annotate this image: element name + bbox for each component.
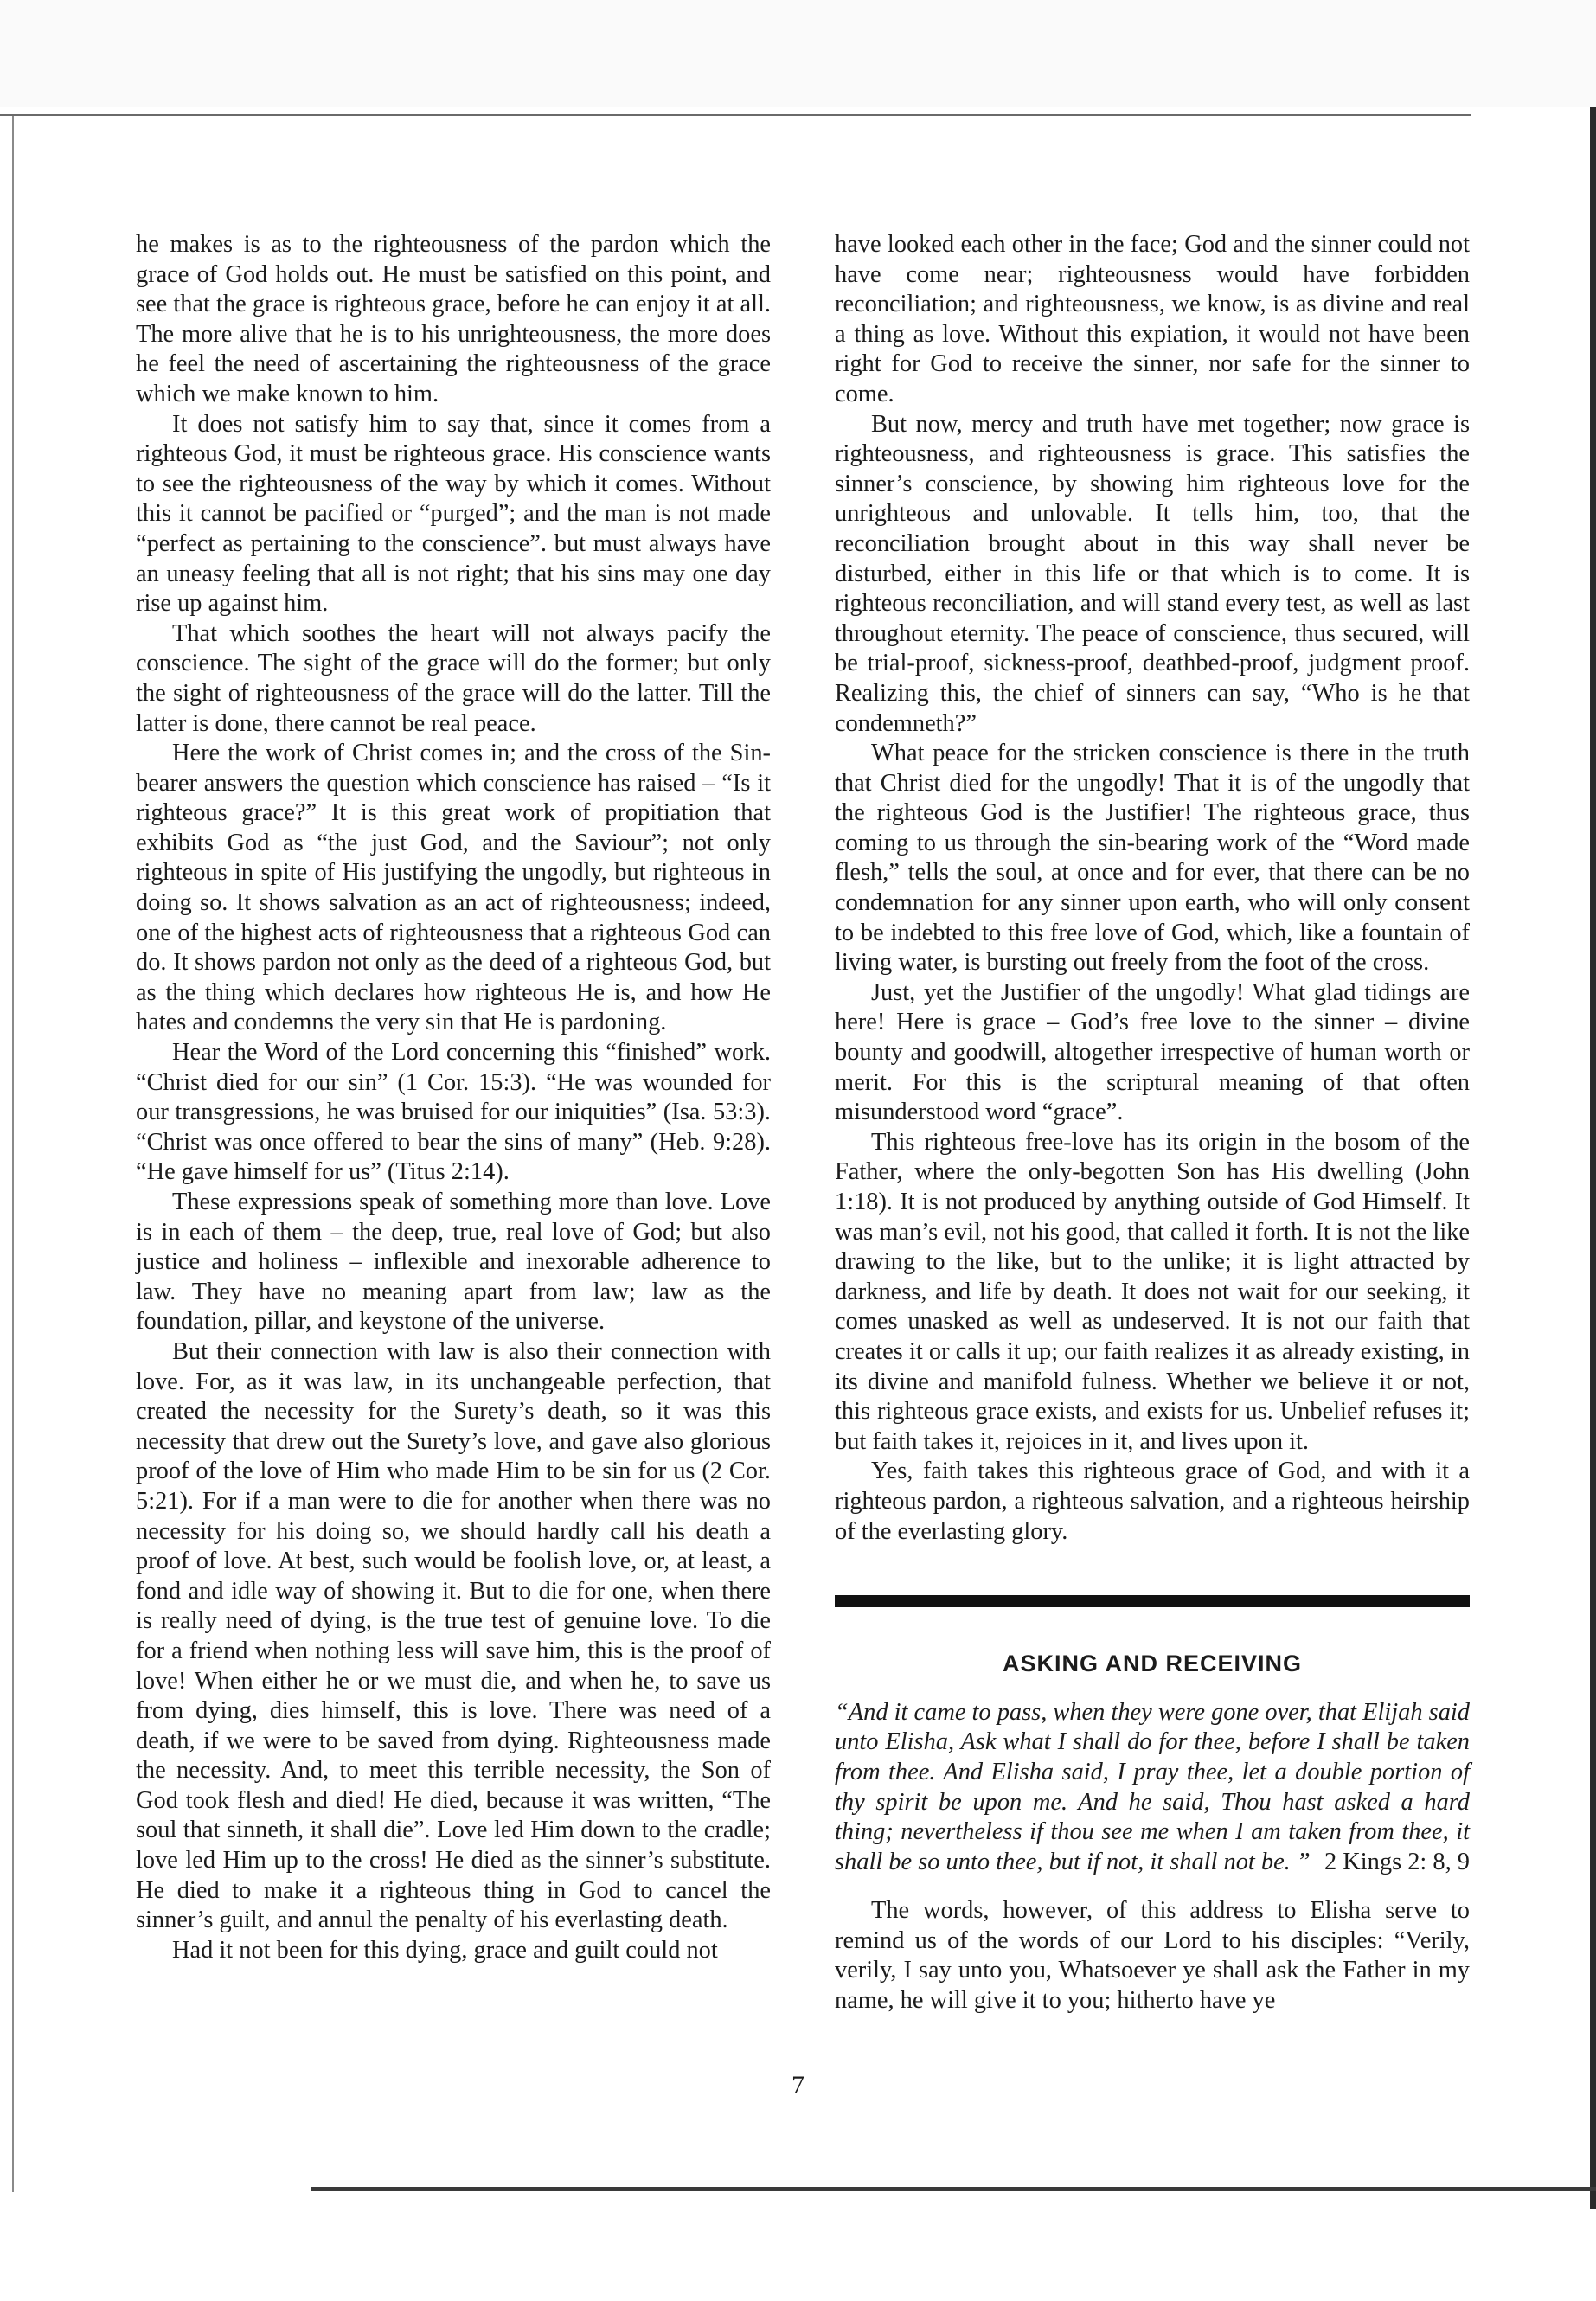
- paragraph: Yes, faith takes this righteous grace of God, and with it a righteous pardon, a righteous salvation, and a righteous heirship of the everlasting glory.: [835, 1458, 1470, 1545]
- paragraph: But their connection with law is also their connection with love. For, as it was law, in its unchangeable perfection, that created the necessity for the Surety’s death, so it was this necessity that drew out the Surety’s love, and gave also glorious proof of the love of Him who made Him to be sin for us (2 Cor. 5:21). For if a man were to die for another when there was no necessity for his doing so, we should hardly call his death a proof of love. At best, such would be foolish love, or, at least, a fond and idle way of showing it. But to die for one, when there is really need of dying, is the true test of genuine love. To die for a friend when nothing less will save him, this is the proof of love! When either he or we must die, and when he, to save us from dying, dies himself, this is love. There was need of a death, if we were to be saved from dying. Righteousness made the necessity. And, to meet this terrible necessity, the Son of God took flesh and died! He died, because it was written, “The soul that sinneth, it shall die”. Love led Him down to the cradle; love led Him up to the cross! He died as the sinner’s substitute. He died to make it a righteous thing in God to cancel the sinner’s guilt, and annul the penalty of his everlasting death.: [136, 1337, 771, 1934]
- paragraph: Just, yet the Justifier of the ungodly! What glad tidings are here! Here is grace – God’s free love to the sinner – divine bounty and goodwill, altogether irrespective of human worth or merit. For this is the scriptural meaning of that often misunderstood word “grace”.: [835, 978, 1470, 1126]
- section-divider-bar: [835, 1595, 1470, 1607]
- scan-margin-top: [0, 0, 1596, 107]
- left-column: [136, 230, 771, 1965]
- paragraph: Here the work of Christ comes in; and the cross of the Sin-bearer answers the question which conscience has raised – “Is it righteous grace?” It is this great work of propitiation that exhibits God as “the just God, and the Saviour”; not only righteous in spite of His justifying the ungodly, but righteous in doing so. It shows salvation as an act of righteousness; indeed, one of the highest acts of righteousness that a righteous God can do. It shows pardon not only as the deed of a righteous God, but as the thing which declares how righteous He is, and how He hates and condemns the very sin that He is pardoning.: [136, 740, 771, 1036]
- scan-edge-line-left: [12, 116, 14, 2192]
- paragraph: have looked each other in the face; God and the sinner could not have come near; righteousness would have forbidden reconciliation; and righteousness, we know, is as divine and real a thing as love. Without this expiation, it would not have been right for God to receive the sinner, nor safe for the sinner to come.: [835, 231, 1470, 407]
- paragraph: These expressions speak of something more than love. Love is in each of them – the deep, true, real love of God; but also justice and holiness – inflexible and inexorable adherence to law. They have no meaning apart from law; law as the foundation, pillar, and keystone of the universe.: [136, 1189, 771, 1336]
- paragraph: The words, however, of this address to Elisha serve to remind us of the words of our Lord to his disciples: “Verily, verily, I say unto you, Whatsoever ye shall ask the Father in my name, he will give it to you; hitherto have ye: [835, 1897, 1470, 2015]
- spacer: [835, 1877, 1470, 1896]
- scan-edge-line-bottom: [311, 2187, 1596, 2191]
- paragraph: This righteous free-love has its origin in the bosom of the Father, where the only-begotten Son has His dwelling (John 1:18). It is not produced by anything outside of God Himself. It was man’s evil, not his good, that called it forth. It is not the like drawing to the like, but to the unlike; it is light attracted by darkness, and life by death. It does not wait for our seeking, it comes unasked as well as undeserved. It is not our faith that creates it or calls it up; our faith realizes it as already existing, in its divine and manifold fulness. Whether we believe it or not, this righteous grace exists, and exists for us. Unbelief refuses it; but faith takes it, rejoices in it, and lives upon it.: [835, 1128, 1470, 1455]
- right-column: [835, 230, 1470, 2016]
- epigraph-text: “And it came to pass, when they were gone over, that Elijah said unto Elisha, Ask what I shall do for thee, before I shall be taken from thee. And Elisha said, I pray thee, let a double portion of thy spirit be upon me. And he said, Thou hast asked a hard thing; nevertheless if thou see me when I am taken from thee, it shall be so unto thee, but if not, it shall not be. ”: [835, 1698, 1470, 1875]
- paragraph: Hear the Word of the Lord concerning this “finished” work. “Christ died for our sin” (1 Cor. 15:3). “He was wounded for our transgressions, he was bruised for our iniquities” (Isa. 53:3). “Christ was once offered to bear the sins of many” (Heb. 9:28). “He gave himself for us” (Titus 2:14).: [136, 1039, 771, 1186]
- page-number: 7: [792, 2071, 804, 2099]
- epigraph-reference: 2 Kings 2: 8, 9: [1324, 1848, 1470, 1875]
- epigraph: [835, 1698, 1470, 1878]
- paragraph: It does not satisfy him to say that, since it comes from a righteous God, it must be righteous grace. His conscience wants to see the righteousness of the way by which it comes. Without this it cannot be pacified or “purged”; and the man is not made “perfect as pertaining to the conscience”. but must always have an uneasy feeling that all is not right; that his sins may one day rise up against him.: [136, 410, 771, 618]
- paragraph: Had it not been for this dying, grace and guilt could not: [172, 1936, 718, 1964]
- scan-edge-line-right: [1590, 107, 1596, 2209]
- scan-edge-line-top: [0, 114, 1471, 116]
- paragraph: That which soothes the heart will not always pacify the conscience. The sight of the grace will do the former; but only the sight of righteousness of the grace will do the latter. Till the latter is done, there cannot be real peace.: [136, 619, 771, 737]
- paragraph: What peace for the stricken conscience is there in the truth that Christ died for the ungodly! That it is of the ungodly that the righteous God is the Justifier! The righteous grace, thus coming to us through the sin-bearing work of the “Word made flesh,” tells the soul, at once and for ever, that there can be no condemnation for any sinner upon earth, who will only consent to be indebted to this free love of God, which, like a fountain of living water, is bursting out freely from the foot of the cross.: [835, 740, 1470, 977]
- section-title: ASKING AND RECEIVING: [1002, 1650, 1303, 1677]
- paragraph: But now, mercy and truth have met together; now grace is righteousness, and righteousness is grace. This satisfies the sinner’s conscience, by showing him righteous love for the unrighteous and unlovable. It tells him, too, that the reconciliation brought about in this way shall never be disturbed, either in this life or that which is to come. It is righteous reconciliation, and will stand every test, as well as last throughout eternity. The peace of conscience, thus secured, will be trial-proof, sickness-proof, deathbed-proof, judgment proof. Realizing this, the chief of sinners can say, “Who is he that condemneth?”: [835, 410, 1470, 737]
- paragraph: he makes is as to the righteousness of the pardon which the grace of God holds out. He must be satisfied on this point, and see that the grace is righteous grace, before he can enjoy it at all. The more alive that he is to his unrighteousness, the more does he feel the need of ascertaining the righteousness of the grace which we make known to him.: [136, 231, 771, 407]
